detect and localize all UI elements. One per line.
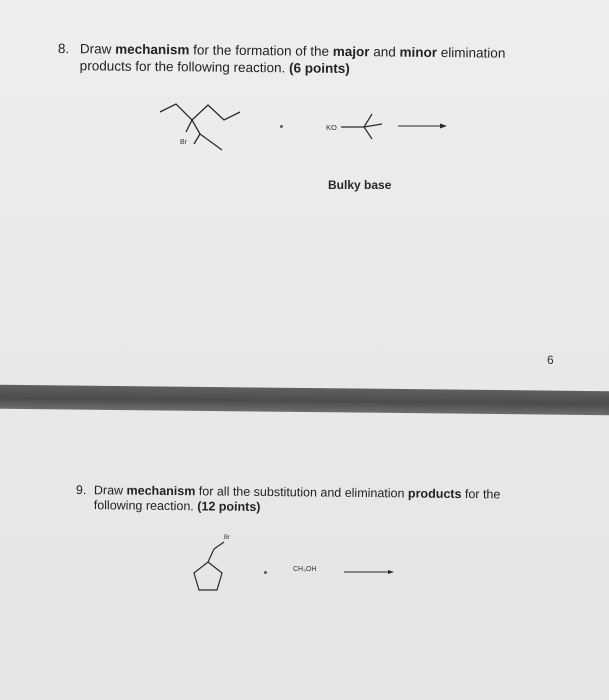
- question-8-number: 8.: [57, 40, 70, 57]
- question-8: 8. Draw mechanism for the formation of the major and minor elimination products for the following reaction. (6 points): [58, 40, 518, 79]
- methyl-bond-1: [364, 114, 372, 127]
- bulky-base-label: Bulky base: [328, 178, 392, 192]
- main-chain: [160, 104, 240, 120]
- question-8-line-2: products for the following reaction. (6 points): [79, 58, 350, 77]
- plus-dot-9: [264, 571, 267, 574]
- page-number: 6: [547, 353, 554, 367]
- question-9-line-2: following reaction. (12 points): [93, 498, 261, 514]
- branch-bond-2: [194, 134, 200, 144]
- methyl-bond-2: [364, 124, 382, 127]
- solvent-label: CH₃OH: [293, 566, 317, 573]
- br-label-9: Br: [224, 535, 230, 541]
- question-9-number: 9.: [75, 483, 87, 498]
- question-9: 9. Draw mechanism for all the substitution and elimination products for the following reaction. (12 points): [76, 483, 506, 518]
- methyl-bond-3: [364, 127, 372, 139]
- c-br-bond: [186, 120, 192, 132]
- tert-butoxide-structure: [341, 114, 382, 139]
- br-label-8: Br: [180, 139, 187, 146]
- branch-bond: [192, 120, 200, 134]
- reaction-arrow-8: [398, 124, 447, 129]
- plus-dot-8: [280, 125, 283, 128]
- alkyl-halide-structure: [160, 104, 240, 150]
- branch-bond-3: [200, 134, 222, 150]
- page-bottom: [0, 412, 609, 700]
- ko-label: KO: [326, 123, 337, 132]
